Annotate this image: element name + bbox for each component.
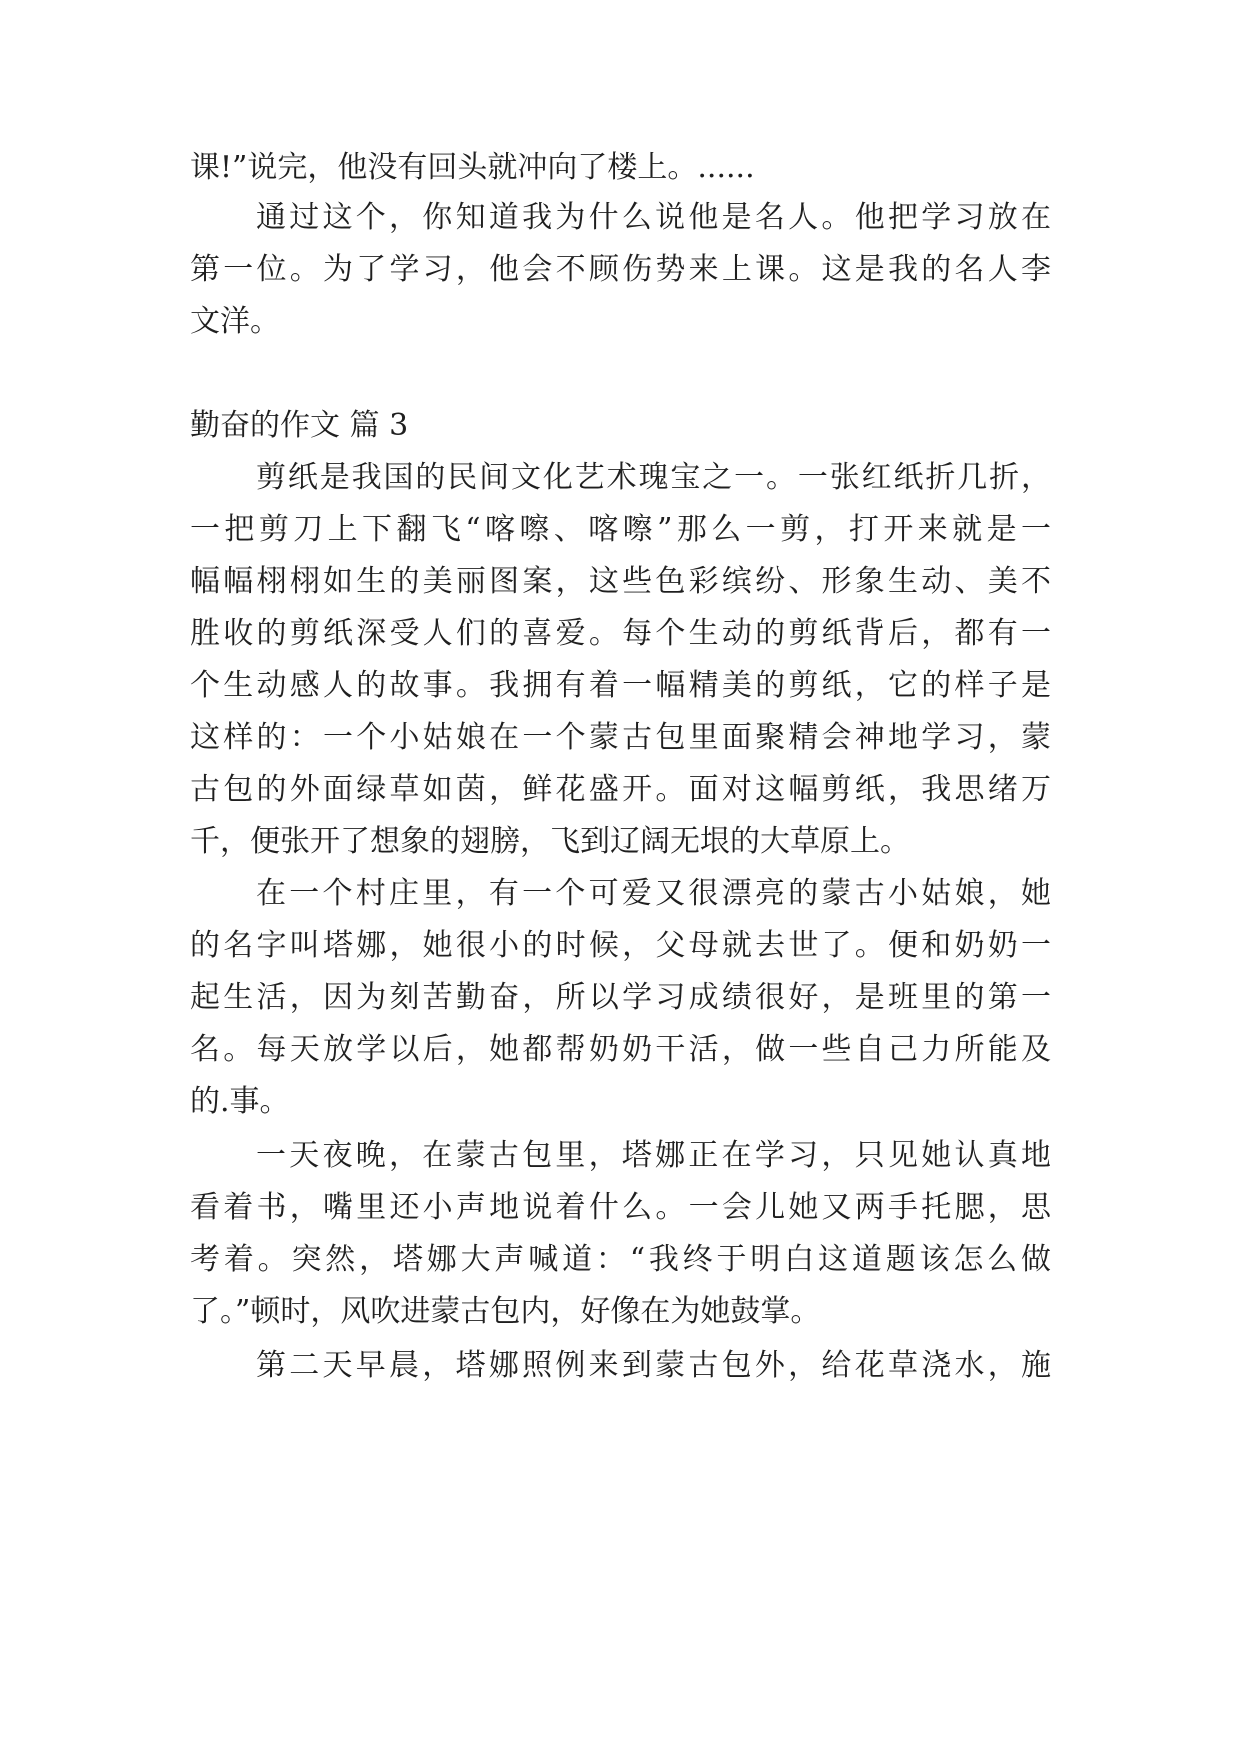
text-line: 了。”顿时，风吹进蒙古包内，好像在为她鼓掌。	[190, 1294, 821, 1329]
section-title: 勤奋的作文 篇 3	[190, 408, 409, 443]
text-line: 一把剪刀上下翻飞“喀嚓、喀嚓”那么一剪，打开来就是一	[190, 512, 1051, 547]
text-line: 古包的外面绿草如茵，鲜花盛开。面对这幅剪纸，我思绪万	[190, 772, 1051, 807]
text-line: 的.事。	[190, 1084, 290, 1119]
text-line: 看着书，嘴里还小声地说着什么。一会儿她又两手托腮，思	[190, 1190, 1051, 1225]
text-line: 第二天早晨，塔娜照例来到蒙古包外，给花草浇水，施	[256, 1348, 1051, 1383]
text-line: 的名字叫塔娜，她很小的时候，父母就去世了。便和奶奶一	[190, 928, 1051, 963]
text-line: 这样的：一个小姑娘在一个蒙古包里面聚精会神地学习，蒙	[190, 720, 1051, 755]
text-line: 胜收的剪纸深受人们的喜爱。每个生动的剪纸背后，都有一	[190, 616, 1051, 651]
text-line: 起生活，因为刻苦勤奋，所以学习成绩很好，是班里的第一	[190, 980, 1051, 1015]
text-line: 一天夜晚，在蒙古包里，塔娜正在学习，只见她认真地	[256, 1138, 1051, 1173]
text-line: 在一个村庄里，有一个可爱又很漂亮的蒙古小姑娘，她	[256, 876, 1051, 911]
text-line: 幅幅栩栩如生的美丽图案，这些色彩缤纷、形象生动、美不	[190, 564, 1051, 599]
text-line: 第一位。为了学习，他会不顾伤势来上课。这是我的名人李	[190, 252, 1051, 287]
text-line: 通过这个，你知道我为什么说他是名人。他把学习放在	[256, 200, 1051, 235]
text-line: 考着。突然，塔娜大声喊道：“我终于明白这道题该怎么做	[190, 1242, 1051, 1277]
text-line: 剪纸是我国的民间文化艺术瑰宝之一。一张红纸折几折，	[256, 460, 1051, 495]
text-line: 文洋。	[190, 304, 280, 339]
text-line: 名。每天放学以后，她都帮奶奶干活，做一些自己力所能及	[190, 1032, 1051, 1067]
text-line: 千，便张开了想象的翅膀，飞到辽阔无垠的大草原上。	[190, 824, 910, 859]
text-line: 课!”说完，他没有回头就冲向了楼上。......	[190, 150, 755, 185]
text-line: 个生动感人的故事。我拥有着一幅精美的剪纸，它的样子是	[190, 668, 1051, 703]
